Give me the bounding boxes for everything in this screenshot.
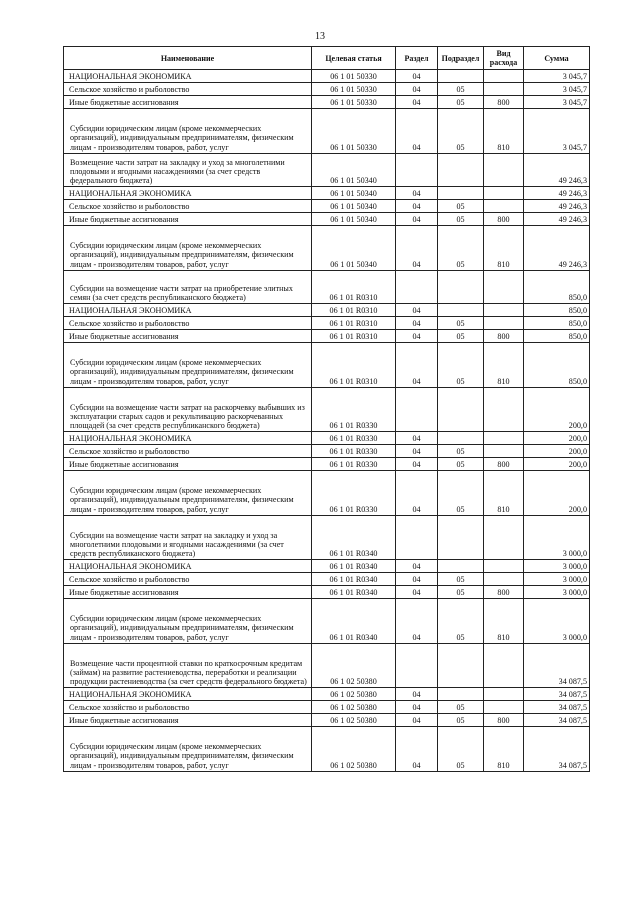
row-target-cell: 06 1 01 R0330: [312, 458, 396, 471]
row-subsection-cell: [438, 153, 484, 187]
row-section-cell: [396, 153, 438, 187]
row-sum-cell: 850,0: [524, 343, 590, 388]
row-name-cell: Возмещение части процентной ставки по краткосрочным кредитам (займам) на развитие растениеводства, переработки и реализации продукции растениеводства (за счет средств федерального бюджета): [64, 643, 312, 688]
row-subsection-cell: 05: [438, 317, 484, 330]
row-sum-cell: 3 045,7: [524, 83, 590, 96]
row-sum-cell: 3 000,0: [524, 586, 590, 599]
row-section-cell: 04: [396, 200, 438, 213]
row-name-cell: НАЦИОНАЛЬНАЯ ЭКОНОМИКА: [64, 304, 312, 317]
row-section-cell: [396, 643, 438, 688]
table-row: [64, 458, 590, 471]
table-row: [64, 727, 590, 772]
row-sum-cell: 3 045,7: [524, 109, 590, 154]
row-name-cell: Субсидии юридическим лицам (кроме некоммерческих организаций), индивидуальным предпринимателям, физическим лицам - производителям товаров, работ, услуг: [64, 226, 312, 271]
row-name-cell: НАЦИОНАЛЬНАЯ ЭКОНОМИКА: [64, 688, 312, 701]
table-row: [64, 330, 590, 343]
row-name-cell: Сельское хозяйство и рыболовство: [64, 701, 312, 714]
row-subsection-cell: 05: [438, 213, 484, 226]
row-sum-cell: 3 000,0: [524, 599, 590, 644]
row-sum-cell: 850,0: [524, 304, 590, 317]
row-name-cell: Сельское хозяйство и рыболовство: [64, 445, 312, 458]
row-section-cell: 04: [396, 432, 438, 445]
row-target-cell: 06 1 02 50380: [312, 701, 396, 714]
row-expense-type-cell: [484, 432, 524, 445]
row-target-cell: 06 1 01 R0340: [312, 573, 396, 586]
row-target-cell: 06 1 01 50330: [312, 109, 396, 154]
row-section-cell: 04: [396, 471, 438, 516]
row-section-cell: 04: [396, 317, 438, 330]
row-sum-cell: 850,0: [524, 270, 590, 304]
row-subsection-cell: 05: [438, 445, 484, 458]
row-target-cell: 06 1 01 50340: [312, 213, 396, 226]
row-subsection-cell: [438, 643, 484, 688]
row-name-cell: Сельское хозяйство и рыболовство: [64, 83, 312, 96]
row-target-cell: 06 1 01 R0310: [312, 330, 396, 343]
table-row: [64, 701, 590, 714]
row-sum-cell: 34 087,5: [524, 701, 590, 714]
row-expense-type-cell: [484, 187, 524, 200]
row-expense-type-cell: [484, 701, 524, 714]
table-header-row: [64, 47, 590, 70]
row-sum-cell: 34 087,5: [524, 643, 590, 688]
row-sum-cell: 3 000,0: [524, 560, 590, 573]
row-expense-type-cell: [484, 560, 524, 573]
row-sum-cell: 3 045,7: [524, 70, 590, 83]
table-row: [64, 153, 590, 187]
row-sum-cell: 3 000,0: [524, 573, 590, 586]
table-row: [64, 70, 590, 83]
row-subsection-cell: [438, 70, 484, 83]
row-subsection-cell: 05: [438, 714, 484, 727]
row-sum-cell: 200,0: [524, 471, 590, 516]
column-header-expense-type: Вид расхода: [484, 47, 524, 70]
row-expense-type-cell: 810: [484, 599, 524, 644]
row-section-cell: [396, 387, 438, 432]
row-expense-type-cell: [484, 70, 524, 83]
row-expense-type-cell: 800: [484, 213, 524, 226]
row-subsection-cell: [438, 560, 484, 573]
budget-table: [63, 46, 590, 772]
row-subsection-cell: [438, 187, 484, 200]
row-target-cell: 06 1 02 50380: [312, 714, 396, 727]
row-sum-cell: 200,0: [524, 445, 590, 458]
row-section-cell: 04: [396, 714, 438, 727]
row-target-cell: 06 1 02 50380: [312, 727, 396, 772]
row-section-cell: 04: [396, 343, 438, 388]
row-target-cell: 06 1 02 50380: [312, 643, 396, 688]
row-section-cell: 04: [396, 213, 438, 226]
row-expense-type-cell: [484, 317, 524, 330]
row-expense-type-cell: 810: [484, 109, 524, 154]
row-name-cell: Субсидии юридическим лицам (кроме некоммерческих организаций), индивидуальным предпринимателям, физическим лицам - производителям товаров, работ, услуг: [64, 471, 312, 516]
row-expense-type-cell: [484, 643, 524, 688]
table-row: [64, 200, 590, 213]
table-row: [64, 213, 590, 226]
row-subsection-cell: 05: [438, 586, 484, 599]
row-target-cell: 06 1 01 R0330: [312, 445, 396, 458]
row-name-cell: Иные бюджетные ассигнования: [64, 96, 312, 109]
row-sum-cell: 3 045,7: [524, 96, 590, 109]
table-row: [64, 586, 590, 599]
row-target-cell: 06 1 01 R0310: [312, 270, 396, 304]
row-name-cell: Субсидии на возмещение части затрат на закладку и уход за многолетними плодовыми и ягодными насаждениями (за счет средств республиканского бюджета): [64, 515, 312, 560]
row-target-cell: 06 1 01 R0340: [312, 599, 396, 644]
row-target-cell: 06 1 02 50380: [312, 688, 396, 701]
row-section-cell: 04: [396, 304, 438, 317]
row-subsection-cell: 05: [438, 727, 484, 772]
row-sum-cell: 850,0: [524, 317, 590, 330]
row-name-cell: НАЦИОНАЛЬНАЯ ЭКОНОМИКА: [64, 560, 312, 573]
row-name-cell: Иные бюджетные ассигнования: [64, 330, 312, 343]
row-subsection-cell: [438, 432, 484, 445]
table-row: [64, 560, 590, 573]
row-target-cell: 06 1 01 R0340: [312, 515, 396, 560]
row-section-cell: 04: [396, 445, 438, 458]
row-name-cell: Субсидии на возмещение части затрат на приобретение элитных семян (за счет средств республиканского бюджета): [64, 270, 312, 304]
row-expense-type-cell: [484, 515, 524, 560]
row-sum-cell: 200,0: [524, 432, 590, 445]
row-section-cell: 04: [396, 226, 438, 271]
row-sum-cell: 49 246,3: [524, 200, 590, 213]
row-expense-type-cell: 800: [484, 586, 524, 599]
row-expense-type-cell: [484, 153, 524, 187]
row-name-cell: Сельское хозяйство и рыболовство: [64, 317, 312, 330]
row-name-cell: Субсидии юридическим лицам (кроме некоммерческих организаций), индивидуальным предпринимателям, физическим лицам - производителям товаров, работ, услуг: [64, 727, 312, 772]
row-expense-type-cell: 810: [484, 471, 524, 516]
row-expense-type-cell: [484, 270, 524, 304]
row-sum-cell: 34 087,5: [524, 688, 590, 701]
table-row: [64, 317, 590, 330]
row-name-cell: Субсидии юридическим лицам (кроме некоммерческих организаций), индивидуальным предпринимателям, физическим лицам - производителям товаров, работ, услуг: [64, 343, 312, 388]
row-name-cell: НАЦИОНАЛЬНАЯ ЭКОНОМИКА: [64, 70, 312, 83]
row-target-cell: 06 1 01 50340: [312, 226, 396, 271]
row-section-cell: 04: [396, 70, 438, 83]
row-name-cell: Сельское хозяйство и рыболовство: [64, 573, 312, 586]
column-header-target: Целевая статья: [312, 47, 396, 70]
row-subsection-cell: 05: [438, 200, 484, 213]
row-sum-cell: 49 246,3: [524, 213, 590, 226]
row-subsection-cell: 05: [438, 83, 484, 96]
table-row: [64, 226, 590, 271]
row-expense-type-cell: 800: [484, 96, 524, 109]
row-name-cell: Иные бюджетные ассигнования: [64, 586, 312, 599]
row-expense-type-cell: [484, 304, 524, 317]
row-sum-cell: 49 246,3: [524, 153, 590, 187]
row-target-cell: 06 1 01 50330: [312, 83, 396, 96]
row-sum-cell: 49 246,3: [524, 187, 590, 200]
row-subsection-cell: [438, 688, 484, 701]
table-row: [64, 515, 590, 560]
row-section-cell: 04: [396, 599, 438, 644]
row-target-cell: 06 1 01 R0310: [312, 304, 396, 317]
row-section-cell: 04: [396, 701, 438, 714]
table-row: [64, 643, 590, 688]
row-target-cell: 06 1 01 R0330: [312, 471, 396, 516]
row-subsection-cell: 05: [438, 701, 484, 714]
row-section-cell: [396, 515, 438, 560]
row-name-cell: Субсидии на возмещение части затрат на раскорчевку выбывших из эксплуатации старых садов и рекультивацию раскорчеванных площадей (за счет средств республиканского бюджета): [64, 387, 312, 432]
table-row: [64, 471, 590, 516]
table-row: [64, 109, 590, 154]
table-row: [64, 432, 590, 445]
row-sum-cell: 200,0: [524, 458, 590, 471]
table-row: [64, 187, 590, 200]
row-subsection-cell: 05: [438, 330, 484, 343]
row-name-cell: Возмещение части затрат на закладку и уход за многолетними плодовыми и ягодными насаждениями (за счет средств федерального бюджета): [64, 153, 312, 187]
row-name-cell: Иные бюджетные ассигнования: [64, 213, 312, 226]
row-name-cell: Субсидии юридическим лицам (кроме некоммерческих организаций), индивидуальным предпринимателям, физическим лицам - производителям товаров, работ, услуг: [64, 109, 312, 154]
row-target-cell: 06 1 01 R0330: [312, 432, 396, 445]
row-expense-type-cell: 810: [484, 226, 524, 271]
row-sum-cell: 3 000,0: [524, 515, 590, 560]
column-header-sum: Сумма: [524, 47, 590, 70]
row-expense-type-cell: [484, 200, 524, 213]
row-expense-type-cell: 800: [484, 714, 524, 727]
row-subsection-cell: 05: [438, 458, 484, 471]
row-target-cell: 06 1 01 50340: [312, 153, 396, 187]
row-subsection-cell: 05: [438, 109, 484, 154]
row-subsection-cell: [438, 387, 484, 432]
column-header-name: Наименование: [64, 47, 312, 70]
row-name-cell: НАЦИОНАЛЬНАЯ ЭКОНОМИКА: [64, 187, 312, 200]
row-target-cell: 06 1 01 R0310: [312, 317, 396, 330]
column-header-section: Раздел: [396, 47, 438, 70]
row-subsection-cell: 05: [438, 573, 484, 586]
row-subsection-cell: 05: [438, 471, 484, 516]
row-target-cell: 06 1 01 R0340: [312, 586, 396, 599]
table-row: [64, 599, 590, 644]
row-subsection-cell: 05: [438, 226, 484, 271]
row-subsection-cell: [438, 270, 484, 304]
row-target-cell: 06 1 01 50340: [312, 187, 396, 200]
row-sum-cell: 49 246,3: [524, 226, 590, 271]
table-row: [64, 387, 590, 432]
row-target-cell: 06 1 01 R0310: [312, 343, 396, 388]
row-expense-type-cell: [484, 387, 524, 432]
table-row: [64, 445, 590, 458]
row-target-cell: 06 1 01 50340: [312, 200, 396, 213]
row-name-cell: Иные бюджетные ассигнования: [64, 458, 312, 471]
row-expense-type-cell: 800: [484, 330, 524, 343]
table-row: [64, 343, 590, 388]
table-row: [64, 270, 590, 304]
row-sum-cell: 34 087,5: [524, 727, 590, 772]
row-section-cell: 04: [396, 727, 438, 772]
row-target-cell: 06 1 01 R0330: [312, 387, 396, 432]
row-section-cell: 04: [396, 109, 438, 154]
row-section-cell: 04: [396, 573, 438, 586]
row-section-cell: [396, 270, 438, 304]
row-sum-cell: 850,0: [524, 330, 590, 343]
row-sum-cell: 34 087,5: [524, 714, 590, 727]
row-section-cell: 04: [396, 560, 438, 573]
row-section-cell: 04: [396, 586, 438, 599]
row-subsection-cell: 05: [438, 96, 484, 109]
row-name-cell: Субсидии юридическим лицам (кроме некоммерческих организаций), индивидуальным предпринимателям, физическим лицам - производителям товаров, работ, услуг: [64, 599, 312, 644]
row-section-cell: 04: [396, 330, 438, 343]
row-section-cell: 04: [396, 83, 438, 96]
row-section-cell: 04: [396, 96, 438, 109]
table-row: [64, 96, 590, 109]
row-sum-cell: 200,0: [524, 387, 590, 432]
column-header-subsection: Подраздел: [438, 47, 484, 70]
row-name-cell: Иные бюджетные ассигнования: [64, 714, 312, 727]
table-row: [64, 304, 590, 317]
row-subsection-cell: 05: [438, 343, 484, 388]
row-expense-type-cell: 800: [484, 458, 524, 471]
row-subsection-cell: [438, 515, 484, 560]
row-subsection-cell: 05: [438, 599, 484, 644]
table-row: [64, 688, 590, 701]
row-name-cell: Сельское хозяйство и рыболовство: [64, 200, 312, 213]
row-section-cell: 04: [396, 187, 438, 200]
row-target-cell: 06 1 01 50330: [312, 70, 396, 83]
row-expense-type-cell: [484, 445, 524, 458]
row-section-cell: 04: [396, 458, 438, 471]
row-subsection-cell: [438, 304, 484, 317]
row-expense-type-cell: [484, 688, 524, 701]
row-expense-type-cell: [484, 83, 524, 96]
row-expense-type-cell: 810: [484, 343, 524, 388]
row-target-cell: 06 1 01 R0340: [312, 560, 396, 573]
row-name-cell: НАЦИОНАЛЬНАЯ ЭКОНОМИКА: [64, 432, 312, 445]
row-expense-type-cell: [484, 573, 524, 586]
table-row: [64, 714, 590, 727]
table-row: [64, 83, 590, 96]
row-expense-type-cell: 810: [484, 727, 524, 772]
table-row: [64, 573, 590, 586]
page-number: 13: [315, 31, 325, 42]
row-target-cell: 06 1 01 50330: [312, 96, 396, 109]
row-section-cell: 04: [396, 688, 438, 701]
